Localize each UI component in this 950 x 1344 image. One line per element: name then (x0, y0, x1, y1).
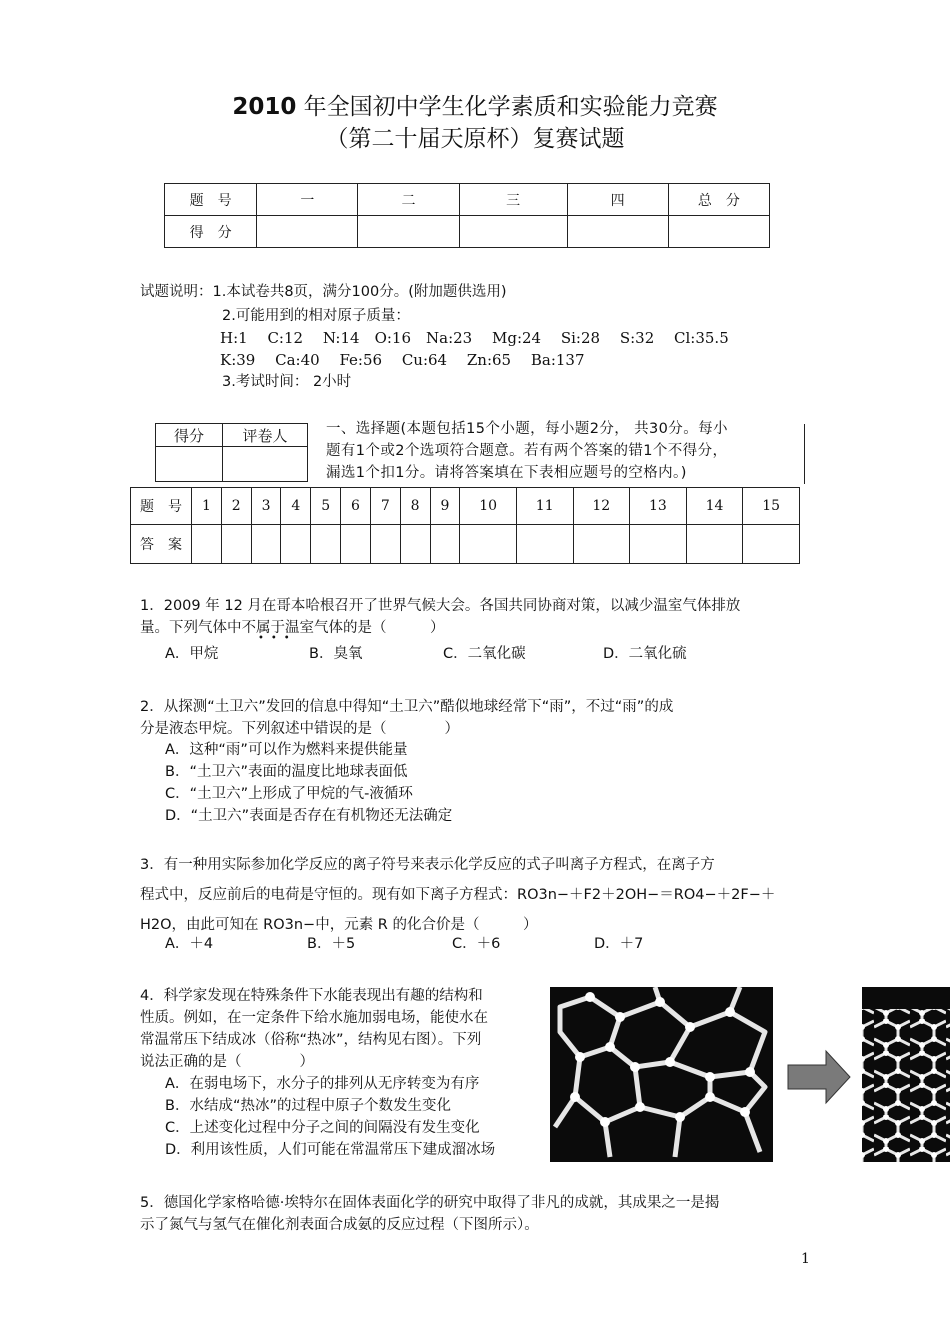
atomic-masses-line-1: H:1 C:12 N:14 O:16 Na:23 Mg:24 Si:28 S:32 Cl:35.5 (220, 329, 729, 347)
grader-name-cell[interactable] (223, 447, 308, 482)
q3-option-a[interactable]: A．＋4 (165, 936, 214, 952)
title-line-1: 2010 年全国初中学生化学素质和实验能力竞赛 (232, 94, 718, 120)
answer-table-answer-row: 答 案 (131, 525, 800, 564)
q2-option-b[interactable]: B．“土卫六”表面的温度比地球表面低 (165, 764, 408, 780)
question-2: 2．从探测“土卫六”发回的信息中得知“土卫六”酷似地球经常下“雨”，不过“雨”的成 分是液态甲烷。下列叙述中错误的是（ ） (140, 699, 674, 737)
question-5: 5．德国化学家格哈德·埃特尔在固体表面化学的研究中取得了非凡的成就，其成果之一是揭 示了氮气与氢气在催化剂表面合成氨的反应过程（下图所示）。 (140, 1195, 720, 1233)
answer-cell[interactable] (516, 525, 573, 564)
grader-box: 得分 评卷人 (155, 423, 308, 482)
atomic-masses-line-2: K:39 Ca:40 Fe:56 Cu:64 Zn:65 Ba:137 (220, 351, 585, 369)
q4-options (165, 1073, 495, 1161)
q3-option-c[interactable]: C．＋6 (452, 936, 501, 952)
q2-options (165, 739, 452, 827)
disordered-water-image (550, 987, 773, 1162)
answer-cell[interactable] (400, 525, 430, 564)
answer-cell[interactable] (430, 525, 460, 564)
answer-cell[interactable] (573, 525, 630, 564)
q1-option-c[interactable]: C．二氧化碳 (443, 646, 526, 662)
score-cell[interactable] (567, 216, 668, 248)
score-cell[interactable] (358, 216, 459, 248)
title-line-2: （第二十届天原杯）复赛试题 (325, 126, 625, 152)
score-cell[interactable] (668, 216, 769, 248)
instructions-item-3: 3.考试时间： 2小时 (222, 374, 352, 390)
q1-option-a[interactable]: A．甲烷 (165, 646, 219, 662)
answer-cell[interactable] (341, 525, 371, 564)
emphasis-dots: ••• (258, 633, 297, 644)
answer-cell[interactable] (630, 525, 687, 564)
answer-cell[interactable] (743, 525, 800, 564)
answer-cell[interactable] (370, 525, 400, 564)
question-1: 1．2009 年 12 月在哥本哈根召开了世界气候大会。各国共同协商对策，以减少温室气体排放 量。下列气体中不属于温室气体的是（ ） (140, 598, 741, 636)
q4-option-d[interactable]: D．利用该性质，人们可能在常温常压下建成溜冰场 (165, 1142, 496, 1158)
q3-option-b[interactable]: B．＋5 (307, 936, 356, 952)
q2-option-c[interactable]: C．“土卫六”上形成了甲烷的气-液循环 (165, 786, 413, 802)
q4-option-a[interactable]: A．在弱电场下，水分子的排列从无序转变为有序 (165, 1076, 480, 1092)
answer-cell[interactable] (251, 525, 281, 564)
answer-cell[interactable] (460, 525, 517, 564)
section-1-description: 一、选择题(本题包括15个小题，每小题2分， 共30分。每小 题有1个或2个选项符合题意。若有两个答案的错1个不得分， 漏选1个扣1分。请将答案填在下表相应题号的空格内。) (326, 421, 728, 481)
score-cell[interactable] (257, 216, 358, 248)
ionic-equation: RO3n−＋F2＋2OH−＝RO4−＋2F−＋ (517, 887, 776, 903)
page-number: 1 (801, 1251, 810, 1267)
q1-option-d[interactable]: D．二氧化硫 (603, 646, 687, 662)
section-divider (804, 424, 805, 484)
q3-option-d[interactable]: D．＋7 (594, 936, 644, 952)
q2-option-d[interactable]: D．“土卫六”表面是否存在有机物还无法确定 (165, 808, 453, 824)
instructions: 试题说明：1.本试卷共8页，满分100分。(附加题供选用) (140, 284, 507, 300)
score-table-header-row: 题 号 一 二 三 四 总 分 (165, 184, 770, 216)
answer-cell[interactable] (281, 525, 311, 564)
answer-cell[interactable] (311, 525, 341, 564)
score-cell[interactable] (459, 216, 567, 248)
answer-table-number-row: 题 号 1 2 3 4 5 6 7 8 9 10 11 12 13 14 15 (131, 488, 800, 525)
answer-table (130, 487, 800, 564)
question-4: 4．科学家发现在特殊条件下水能表现出有趣的结构和 性质。例如，在一定条件下给水施加弱电场，能使水在 常温常压下结成冰（俗称“热冰”，结构见右图）。下列 说法正确的是（ ） (140, 988, 488, 1070)
instructions-item-2: 2.可能用到的相对原子质量： (222, 308, 410, 324)
hot-ice-figure (550, 987, 950, 1162)
q2-option-a[interactable]: A．这种“雨”可以作为燃料来提供能量 (165, 742, 408, 758)
q4-option-c[interactable]: C．上述变化过程中分子之间的间隔没有发生变化 (165, 1120, 480, 1136)
score-table (164, 183, 770, 248)
grader-score-cell[interactable] (156, 447, 223, 482)
q4-option-b[interactable]: B．水结成“热冰”的过程中原子个数发生变化 (165, 1098, 451, 1114)
question-3: 3．有一种用实际参加化学反应的离子符号来表示化学反应的式子叫离子方程式，在离子方 程式中，反应前后的电荷是守恒的。现有如下离子方程式：RO3n−＋F2＋2OH−＝RO4−＋2F−＋ H2O，由此可知在 RO3n−中，元素 R 的化合价是（ ） (140, 857, 776, 933)
answer-cell[interactable] (686, 525, 743, 564)
ordered-hot-ice-image (862, 987, 950, 1162)
q1-option-b[interactable]: B．臭氧 (309, 646, 363, 662)
answer-cell[interactable] (192, 525, 222, 564)
arrow-icon (788, 1051, 850, 1103)
score-table-score-row: 得 分 (165, 216, 770, 248)
answer-cell[interactable] (221, 525, 251, 564)
